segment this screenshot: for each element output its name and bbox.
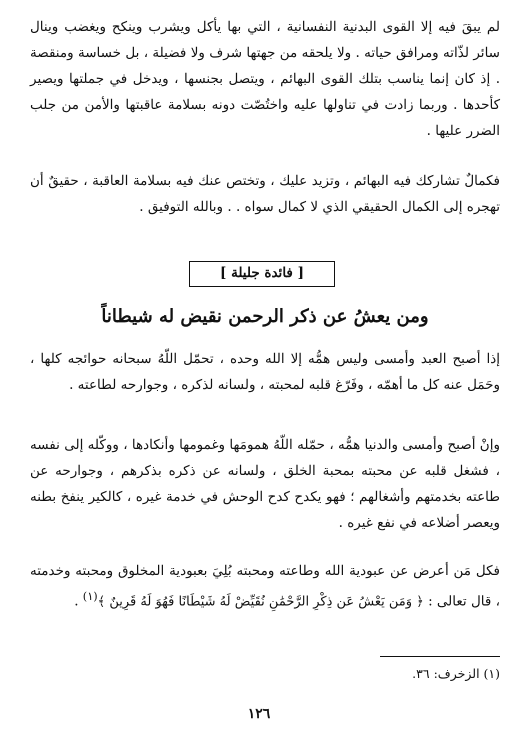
section-heading: [ فائدة جليلة ] bbox=[189, 261, 335, 287]
paragraph-5-tail: . bbox=[74, 593, 83, 610]
paragraph-3: إذا أصبح العبد وأمسى وليس همُّه إلا الله وحده ، تحمّل اللّهُ سبحانه حوائجه كلها ، وحَمَل عنه كل ما أهمّه ، وفَرّغ قلبه لمحبته ، ولسانه لذكره ، وجوارحه لطاعته . bbox=[30, 351, 500, 393]
paragraph-5-text: فكل مَن أعرض عن عبودية الله وطاعته ومحبته بُلِيَ بعبودية المخلوق ومحبته وخدمته ، قال تعالى : bbox=[30, 563, 500, 610]
paragraph-4: وإنْ أصبح وأمسى والدنيا همُّه ، حمّله اللّهُ همومَها وغمومها وأنكادها ، ووكّله إلى نفسه ، فشغل قلبه عن محبته بمحبة الخلق ، ولسانه عن ذكره بذكرهم ، وجوارحه عن طاعته بخدمتهم وأشغالهم ؛ فهو يكدح كدح الوحش في خدمة غيره ، كالكير ينفخ بطنه ويعصر أضلاعه في نفع غيره . bbox=[30, 437, 500, 531]
paragraph-1: لم يبقَ فيه إلا القوى البدنية النفسانية ، التي بها يأكل ويشرب وينكح ويغضب وينال سائر لذّاته ومرافق حياته . ولا يلحقه من جهتها شرف ولا فضيلة ، بل خساسة ومنقصة . إذ كان إنما يناسب بتلك القوى البهائم ، ويتصل بجنسها ، ويدخل في جملتها ويصير كأحدها . وربما زادت في تناولها عليه واختُصّت دونه بسلامة عاقبتها والأمن من جلب الضرر عليها . bbox=[30, 19, 500, 139]
footnote-divider bbox=[380, 656, 500, 657]
section-subheading: ومن يعشُ عن ذكر الرحمن نقيض له شيطاناً bbox=[101, 306, 429, 327]
page-number: ١٢٦ bbox=[247, 706, 271, 722]
paragraph-5 bbox=[30, 558, 500, 616]
footnote-marker: (١) bbox=[82, 590, 98, 603]
paragraph-2: فكمالٌ تشاركك فيه البهائم ، وتزيد عليك ، وتختص عنك فيه بسلامة العاقبة ، حقيقٌ أن تهجره إلى الكمال الحقيقي الذي لا كمال سواه . . وبالله التوفيق . bbox=[30, 173, 500, 215]
quran-verse: ﴿ وَمَن يَعْشُ عَن ذِكْرِ الرَّحْمَٰنِ نُقَيِّضْ لَهُ شَيْطَانًا فَهُوَ لَهُ قَرِينٌ ﴾ bbox=[97, 594, 424, 610]
footnote: (١) الزخرف: ٣٦. bbox=[412, 666, 500, 681]
